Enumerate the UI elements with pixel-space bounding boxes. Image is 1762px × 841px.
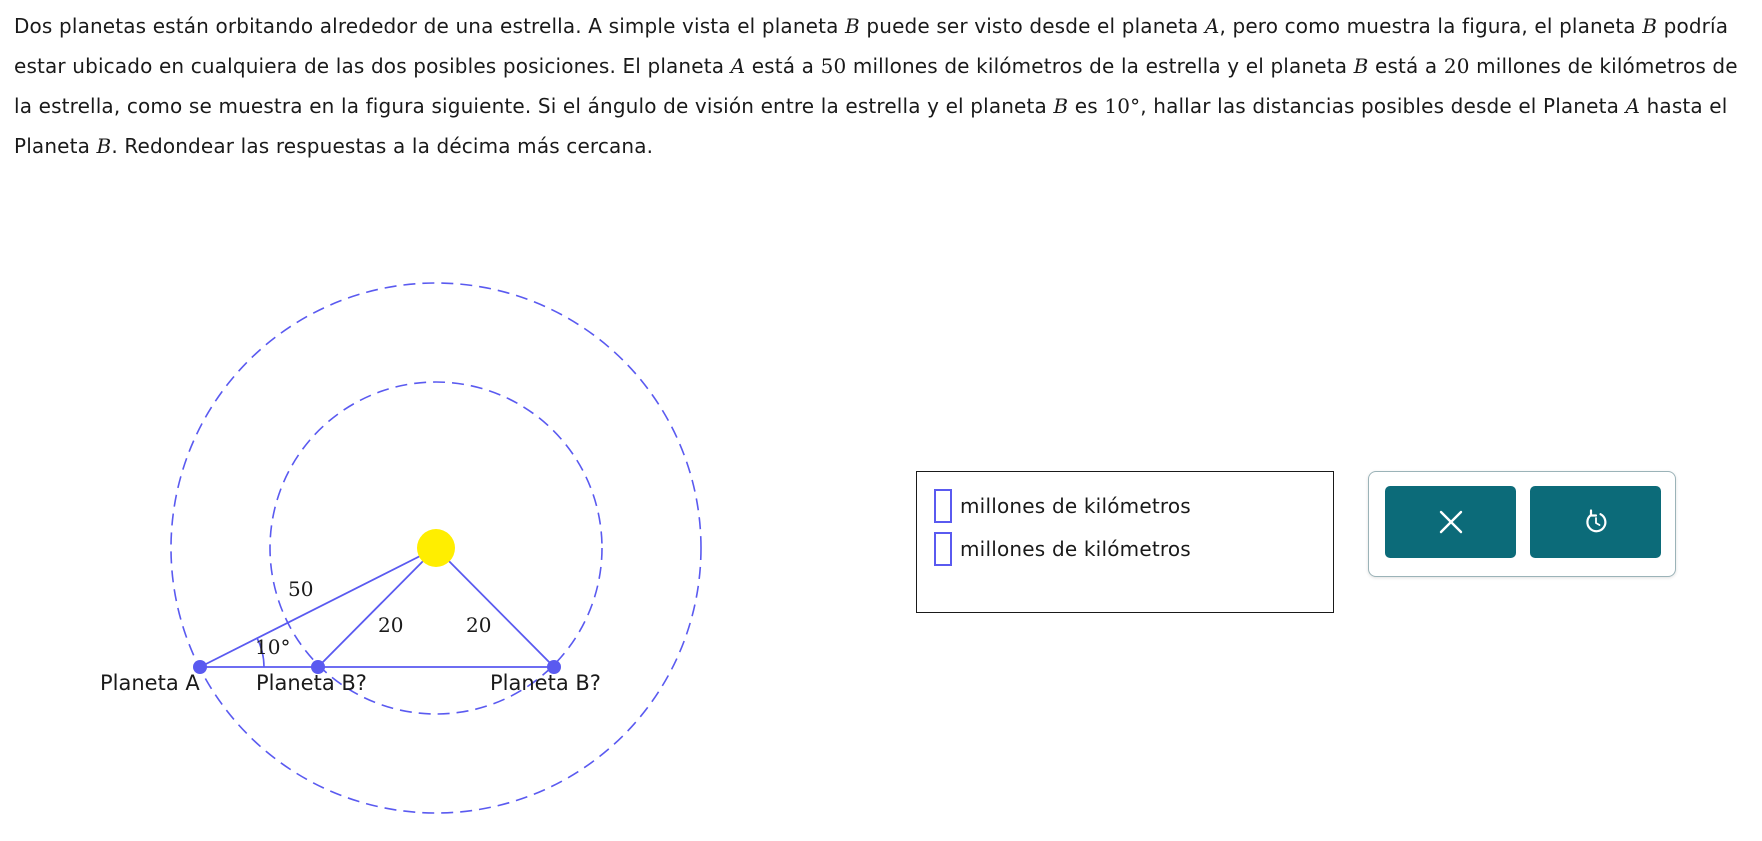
star [417,529,455,567]
problem-statement: Dos planetas están orbitando alrededor de una estrella. A simple vista el planeta B puede ser visto desde el planeta A, pero como muestra la figura, el planeta B podría estar ubicado en cualquiera de las dos posibles posiciones. El planeta A está a 50 millones de kilómetros de la estrella y el planeta B está a 20 millones de kilómetros de la estrella, como se muestra en la figura siguiente. Si el ángulo de visión entre la estrella y el planeta B es 10°, hallar las distancias posibles desde el Planeta A hasta el Planeta B. Redondear las respuestas a la décima más cercana. [14,14,1738,158]
clear-button[interactable] [1385,486,1516,558]
var-b: B [1353,54,1369,78]
answer-unit-2: millones de kilómetros [960,537,1191,561]
var-a: A [1204,14,1220,38]
answer-row-2 [934,532,1191,566]
planet-b-far-label: Planeta B? [490,671,601,695]
var-a: A [1625,94,1641,118]
distance-label-20-left: 20 [378,613,404,637]
angle-label: 10° [255,635,291,659]
answer-input-1[interactable] [934,489,952,523]
close-icon [1438,509,1464,535]
var-a: A [730,54,746,78]
planet-b-near-label: Planeta B? [256,671,367,695]
answer-input-2[interactable] [934,532,952,566]
var-b: B [1053,94,1069,118]
action-button-group [1368,471,1676,577]
number-50: 50 [820,54,847,78]
var-b: B [1642,14,1658,38]
number-20: 20 [1443,54,1470,78]
planet-a-label: Planeta A [100,671,200,695]
answer-row-1 [934,489,1191,523]
distance-label-50: 50 [288,577,314,601]
reset-button[interactable] [1530,486,1661,558]
undo-icon [1582,508,1610,536]
angle-10-degrees: 10° [1104,94,1141,118]
line-star-to-b2 [436,548,554,667]
answer-box [916,471,1334,613]
var-b: B [96,134,112,158]
line-a-to-star [200,548,436,667]
line-star-to-b1 [318,548,436,667]
distance-label-20-right: 20 [466,613,492,637]
var-b: B [845,14,860,38]
orbit-figure [0,0,720,841]
answer-unit-1: millones de kilómetros [960,494,1191,518]
